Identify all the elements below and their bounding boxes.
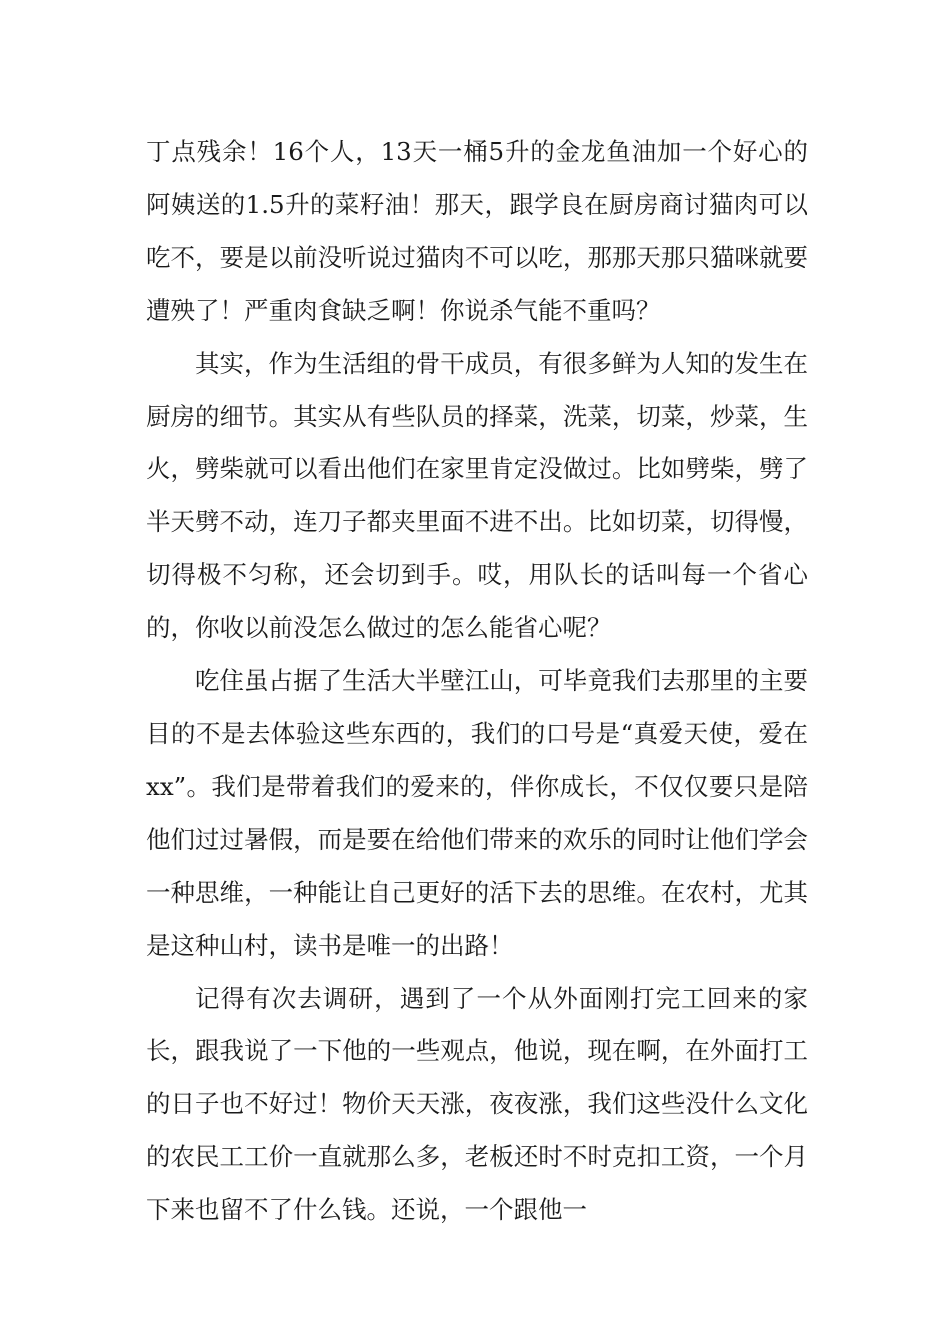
body-text xyxy=(146,126,808,1237)
paragraph-3: 吃住虽占据了生活大半壁江山，可毕竟我们去那里的主要目的不是去体验这些东西的，我们的口号是“真爱天使，爱在xx”。我们是带着我们的爱来的，伴你成长，不仅仅要只是陪他们过过暑假，而是要在给他们带来的欢乐的同时让他们学会一种思维，一种能让自己更好的活下去的思维。在农村，尤其是这种山村，读书是唯一的出路！ xyxy=(146,666,808,960)
paragraph-4: 记得有次去调研，遇到了一个从外面刚打完工回来的家长，跟我说了一下他的一些观点，他说，现在啊，在外面打工的日子也不好过！物价天天涨，夜夜涨，我们这些没什么文化的农民工工价一直就那么多，老板还时不时克扣工资，一个月下来也留不了什么钱。还说，一个跟他一 xyxy=(146,983,808,1225)
paragraph-2: 其实，作为生活组的骨干成员，有很多鲜为人知的发生在厨房的细节。其实从有些队员的择菜，洗菜，切菜，炒菜，生火，劈柴就可以看出他们在家里肯定没做过。比如劈柴，劈了半天劈不动，连刀子都夹里面不进不出。比如切菜，切得慢，切得极不匀称，还会切到手。哎，用队长的话叫每一个省心的，你收以前没怎么做过的怎么能省心呢？ xyxy=(146,348,808,643)
paragraph-1: 丁点残余！16个人，13天一桶5升的金龙鱼油加一个好心的阿姨送的1.5升的菜籽油！那天，跟学良在厨房商讨猫肉可以吃不，要是以前没听说过猫肉不可以吃，那那天那只猫咪就要遭殃了！严重肉食缺乏啊！你说杀气能不重吗？ xyxy=(146,137,808,325)
